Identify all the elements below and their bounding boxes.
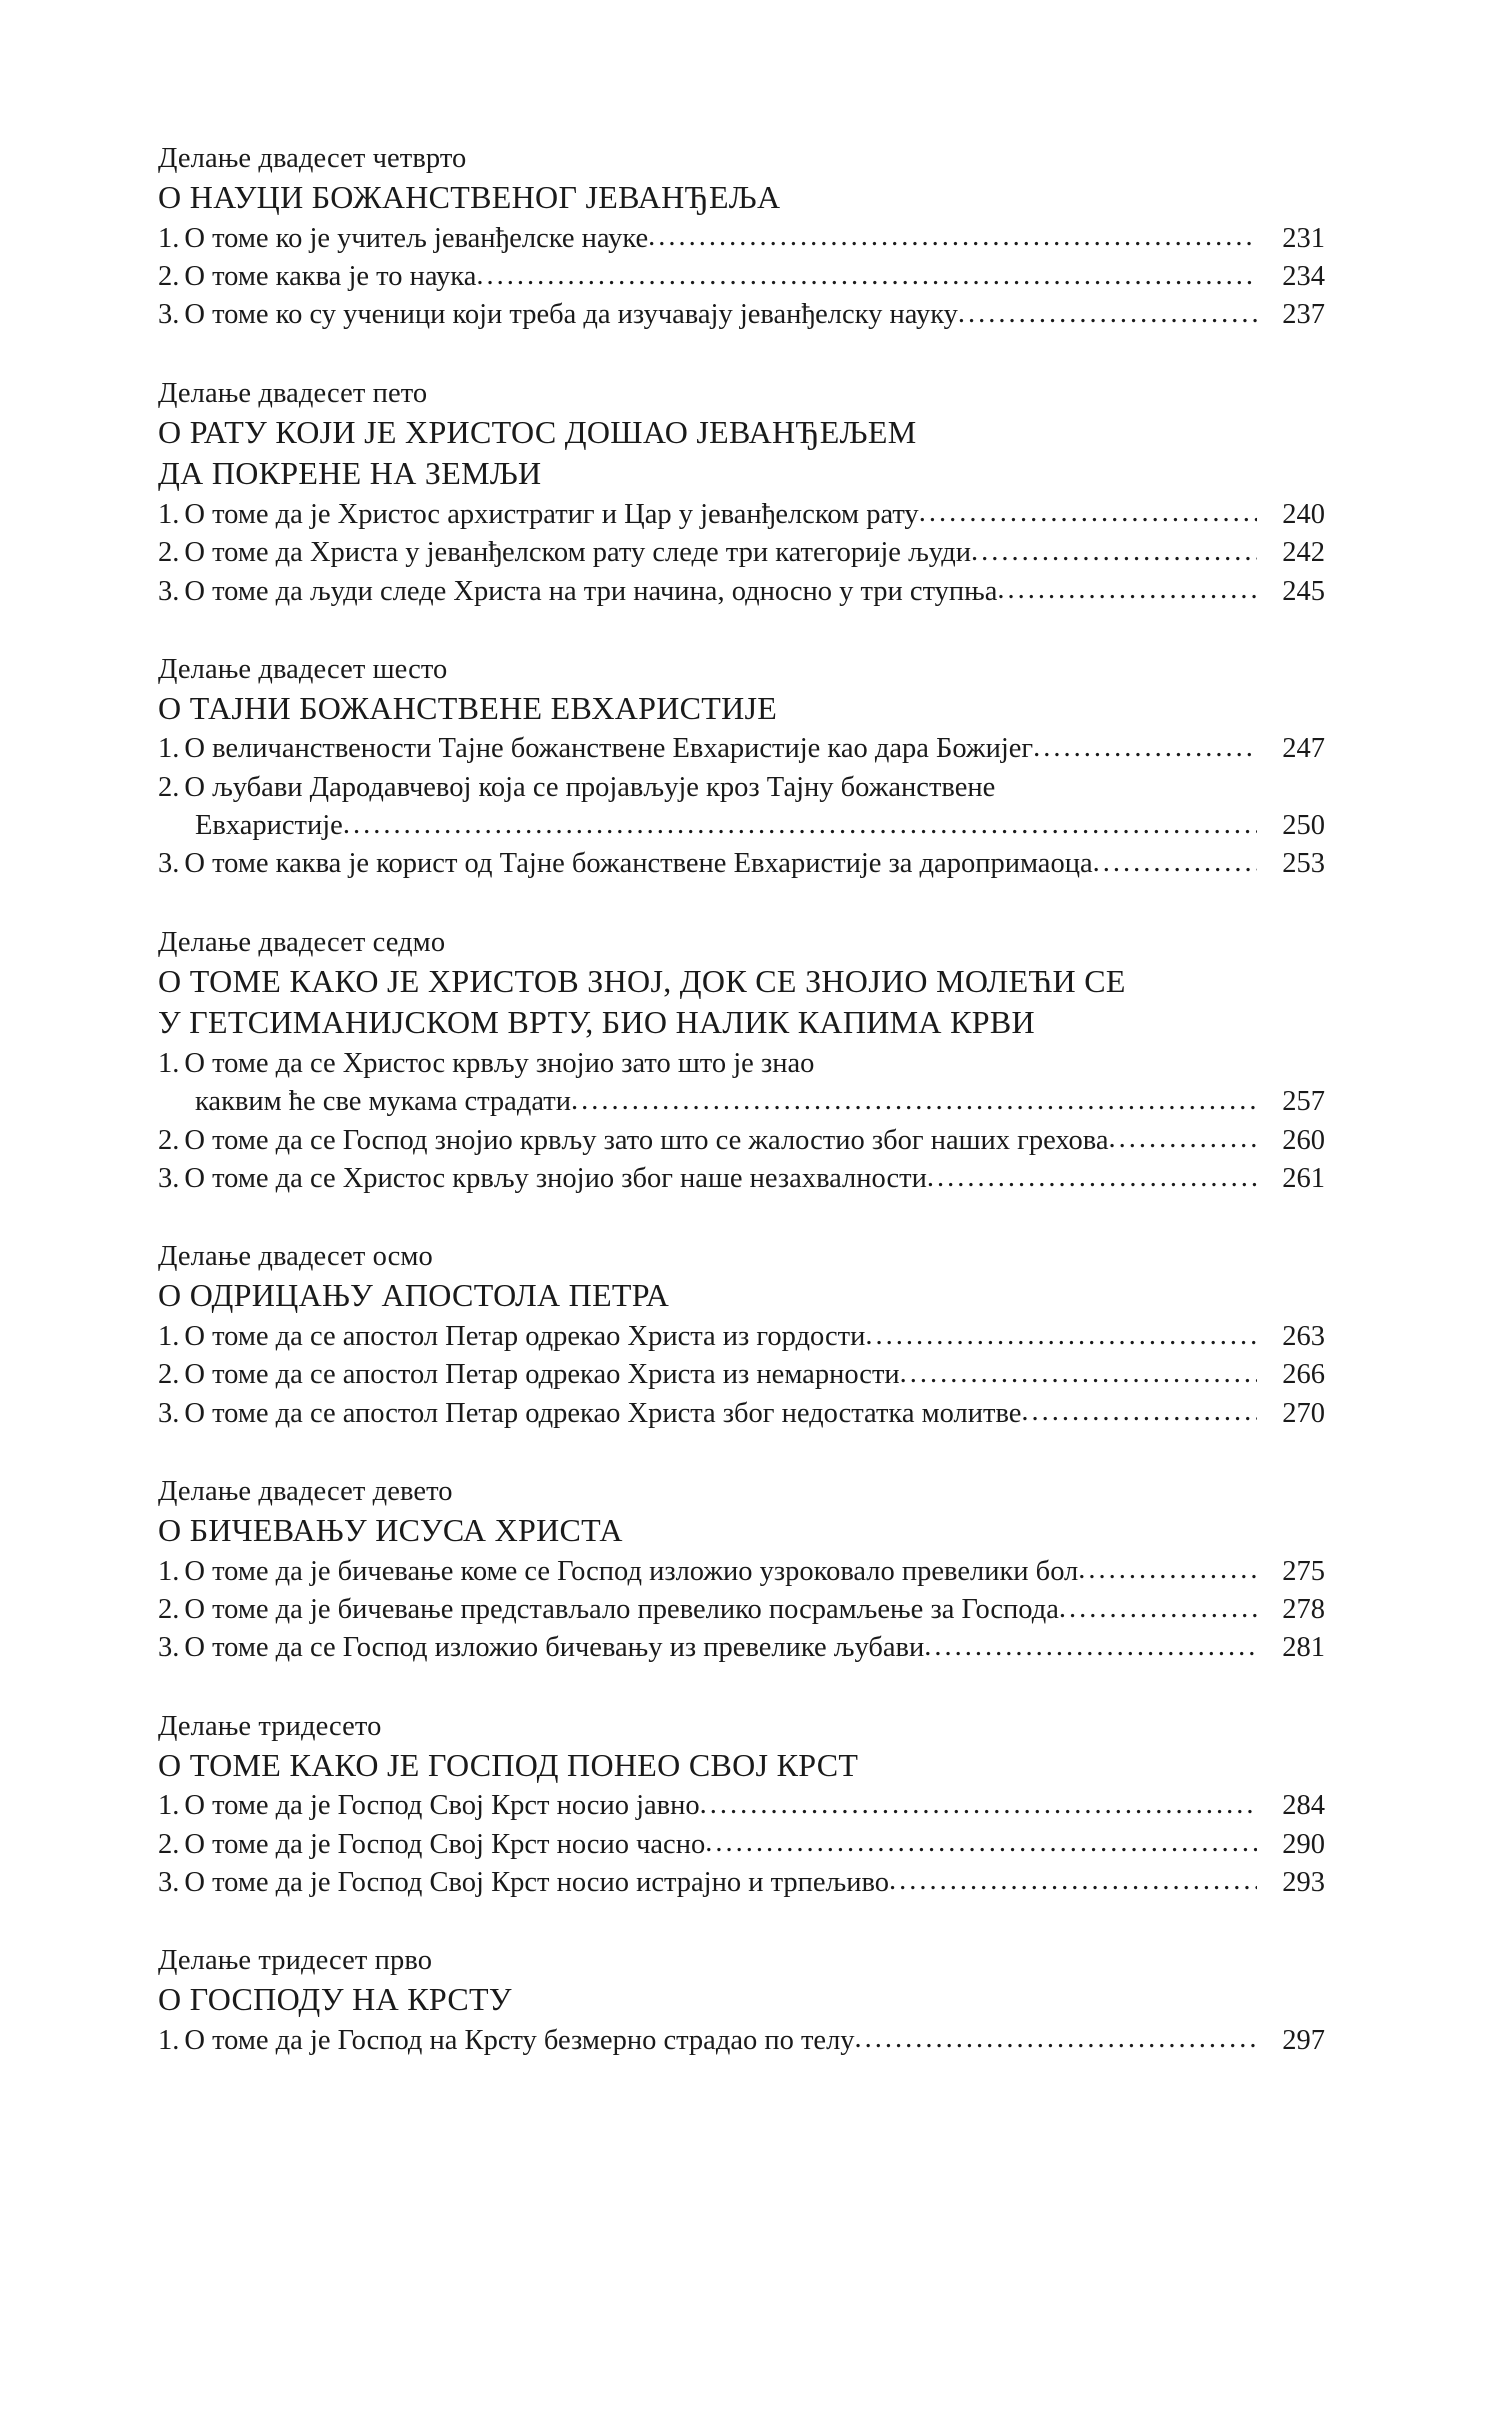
dot-leader: [648, 229, 1257, 258]
entry-title: О томе да се Господ изложио бичевању из превелике љубави: [184, 1632, 925, 1664]
entry-title: О томе да је Христос архистратиг и Цар у јеванђелском рату: [184, 498, 919, 530]
entry-body: [184, 1122, 1325, 1160]
entry-title: О томе да је бичевање представљало превелико посрамљење за Господа: [184, 1593, 1059, 1625]
table-of-contents: [158, 140, 1325, 2060]
toc-entry[interactable]: [158, 1160, 1325, 1198]
entry-page-number: 247: [1282, 733, 1325, 765]
section-title: О ТОМЕ КАКО ЈЕ ГОСПОД ПОНЕО СВОЈ КРСТ: [158, 1746, 859, 1783]
section-title: О ГОСПОДУ НА КРСТУ: [158, 1981, 512, 2018]
toc-section: [158, 1238, 1325, 1433]
section-kicker: Делање двадесет седмо: [158, 926, 446, 958]
dot-leader: [889, 1874, 1257, 1903]
toc-entry[interactable]: [158, 845, 1325, 883]
entry-number: 2.: [158, 1359, 180, 1391]
toc-entry[interactable]: [158, 769, 1325, 846]
entry-page-number: 237: [1282, 299, 1325, 331]
entry-number: 1.: [158, 1320, 180, 1352]
entry-number: 1.: [158, 733, 180, 765]
entry-page-number: 234: [1282, 260, 1325, 292]
section-title: О ТАЈНИ БОЖАНСТВЕНЕ ЕВХАРИСТИЈЕ: [158, 689, 778, 726]
section-kicker: Делање двадесет шесто: [158, 653, 448, 685]
dot-leader: [997, 582, 1257, 611]
entry-body: [184, 1629, 1325, 1667]
section-kicker: Делање тридесет прво: [158, 1945, 433, 1977]
entry-title-continued: каквим ће све мукама страдати: [195, 1086, 571, 1118]
entry-page-number: 263: [1282, 1320, 1325, 1352]
entry-page-number: 250: [1282, 810, 1325, 842]
toc-entry[interactable]: [158, 1864, 1325, 1902]
entry-page-number: 275: [1282, 1555, 1325, 1587]
entry-number: 1.: [158, 1790, 180, 1822]
entry-body: [184, 730, 1325, 768]
entry-number: 1.: [158, 498, 180, 530]
entry-page-number: 242: [1282, 537, 1325, 569]
section-title-line2: ДА ПОКРЕНЕ НА ЗЕМЉИ: [158, 455, 542, 492]
dot-leader: [900, 1366, 1257, 1395]
toc-section: [158, 924, 1325, 1199]
dot-leader: [700, 1797, 1257, 1826]
entry-page-number: 261: [1282, 1163, 1325, 1195]
entry-body: [184, 1591, 1325, 1629]
dot-leader: [1033, 740, 1257, 769]
dot-leader: [705, 1835, 1257, 1864]
toc-entry-list: [158, 1318, 1325, 1433]
entry-body: [184, 296, 1325, 334]
dot-leader: [1109, 1132, 1257, 1161]
entry-number: 2.: [158, 1593, 180, 1625]
entry-page-number: 290: [1282, 1828, 1325, 1860]
toc-section: [158, 651, 1325, 884]
dot-leader: [865, 1328, 1257, 1357]
entry-title: О томе да је Господ Свој Крст носио часно: [184, 1828, 706, 1860]
entry-body: [184, 2022, 1325, 2060]
section-kicker: Делање двадесет пето: [158, 377, 428, 409]
toc-entry[interactable]: [158, 730, 1325, 768]
entry-page-number: 270: [1282, 1397, 1325, 1429]
toc-entry[interactable]: [158, 1122, 1325, 1160]
entry-title: О томе да се Господ знојио крвљу зато што се жалостио због наших грехова: [184, 1124, 1109, 1156]
entry-number: 2.: [158, 537, 180, 569]
dot-leader: [927, 1170, 1257, 1199]
entry-body: [184, 496, 1325, 534]
toc-entry[interactable]: [158, 496, 1325, 534]
entry-number: 3.: [158, 1397, 180, 1429]
toc-entry[interactable]: [158, 2022, 1325, 2060]
entry-title: О томе да се апостол Петар одрекао Христа због недостатка молитве: [184, 1397, 1022, 1429]
entry-title: О величанствености Тајне божанствене Евхаристије као дара Божијег: [184, 733, 1034, 765]
entry-page-number: 297: [1282, 2024, 1325, 2056]
entry-title: О томе да је бичевање коме се Господ изложио узроковало превелики бол: [184, 1555, 1079, 1587]
entry-number: 2.: [158, 1828, 180, 1860]
entry-page-number: 281: [1282, 1632, 1325, 1664]
entry-body: [184, 1395, 1325, 1433]
entry-title: О томе каква је корист од Тајне божанствене Евхаристије за даропримаоца: [184, 848, 1093, 880]
entry-line-2: [158, 807, 1325, 845]
toc-entry[interactable]: [158, 220, 1325, 258]
entry-body: [184, 1356, 1325, 1394]
section-kicker: Делање двадесет осмо: [158, 1241, 433, 1273]
toc-entry[interactable]: [158, 296, 1325, 334]
dot-leader: [958, 306, 1257, 335]
entry-title: О томе да Христа у јеванђелском рату следе три категорије људи: [184, 537, 971, 569]
entry-number: 2.: [158, 771, 180, 803]
entry-body: [184, 845, 1325, 883]
toc-entry[interactable]: [158, 1591, 1325, 1629]
toc-entry[interactable]: [158, 1787, 1325, 1825]
toc-entry-list: [158, 730, 1325, 883]
entry-title: О томе да се Христос крвљу знојио зато што је знао: [184, 1048, 815, 1080]
entry-number: 3.: [158, 1866, 180, 1898]
entry-line-2: [158, 1083, 1325, 1121]
entry-title: О томе да људи следе Христа на три начина, односно у три ступња: [184, 575, 998, 607]
entry-title: О томе ко је учитељ јеванђелске науке: [184, 222, 649, 254]
entry-number: 3.: [158, 1163, 180, 1195]
entry-title: О томе да се апостол Петар одрекао Христа из гордости: [184, 1320, 866, 1352]
entry-page-number: 240: [1282, 498, 1325, 530]
toc-entry-list: [158, 1553, 1325, 1668]
section-kicker: Делање двадесет девето: [158, 1475, 453, 1507]
toc-entry[interactable]: [158, 1553, 1325, 1591]
toc-section: [158, 1473, 1325, 1668]
entry-number: 1.: [158, 1555, 180, 1587]
dot-leader: [855, 2032, 1257, 2061]
entry-body: [184, 220, 1325, 258]
toc-entry[interactable]: [158, 1395, 1325, 1433]
toc-section: [158, 1708, 1325, 1903]
entry-body: [184, 1318, 1325, 1356]
toc-entry[interactable]: [158, 258, 1325, 296]
entry-number: 1.: [158, 1048, 180, 1080]
entry-number: 2.: [158, 260, 180, 292]
entry-page-number: 293: [1282, 1866, 1325, 1898]
entry-number: 3.: [158, 1632, 180, 1664]
entry-title: О томе да је Господ Свој Крст носио јавно: [184, 1790, 700, 1822]
toc-entry[interactable]: [158, 573, 1325, 611]
entry-page-number: 260: [1282, 1124, 1325, 1156]
section-kicker: Делање тридесето: [158, 1710, 382, 1742]
entry-title-continued: Евхаристије: [195, 810, 343, 842]
toc-entry[interactable]: [158, 1318, 1325, 1356]
dot-leader: [1059, 1601, 1257, 1630]
entry-number: 3.: [158, 575, 180, 607]
entry-body: [184, 1160, 1325, 1198]
toc-entry[interactable]: [158, 1356, 1325, 1394]
toc-section: [158, 1942, 1325, 2060]
toc-entry[interactable]: [158, 1045, 1325, 1122]
dot-leader: [971, 544, 1257, 573]
section-title: О НАУЦИ БОЖАНСТВЕНОГ ЈЕВАНЂЕЉА: [158, 179, 781, 216]
entry-title: О томе ко су ученици који треба да изучавају јеванђелску науку: [184, 299, 958, 331]
toc-entry-list: [158, 1045, 1325, 1198]
entry-body: [184, 1553, 1325, 1591]
entry-number: 3.: [158, 848, 180, 880]
entry-number: 2.: [158, 1124, 180, 1156]
toc-entry[interactable]: [158, 1826, 1325, 1864]
toc-entry-list: [158, 220, 1325, 335]
entry-page-number: 257: [1282, 1086, 1325, 1118]
entry-title: О љубави Дародавчевој која се пројављује кроз Тајну божанствене: [184, 771, 996, 803]
entry-page-number: 245: [1282, 575, 1325, 607]
dot-leader: [476, 268, 1257, 297]
entry-body: [184, 534, 1325, 572]
dot-leader: [1078, 1562, 1257, 1591]
dot-leader: [1021, 1404, 1257, 1433]
entry-title: О томе да је Господ на Крсту безмерно страдао по телу: [184, 2024, 855, 2056]
entry-body: [184, 573, 1325, 611]
section-title: О ТОМЕ КАКО ЈЕ ХРИСТОВ ЗНОЈ, ДОК СЕ ЗНОЈИО МОЛЕЋИ СЕ: [158, 962, 1126, 999]
toc-section: [158, 140, 1325, 335]
entry-page-number: 253: [1282, 848, 1325, 880]
entry-body: [184, 1864, 1325, 1902]
dot-leader: [1093, 855, 1257, 884]
dot-leader: [571, 1093, 1257, 1122]
section-title-line2: У ГЕТСИМАНИЈСКОМ ВРТУ, БИО НАЛИК КАПИМА КРВИ: [158, 1004, 1035, 1041]
entry-body: [184, 258, 1325, 296]
entry-number: 1.: [158, 222, 180, 254]
dot-leader: [343, 817, 1257, 846]
toc-entry[interactable]: [158, 1629, 1325, 1667]
entry-title: О томе каква је то наука: [184, 260, 477, 292]
entry-body: [184, 1787, 1325, 1825]
entry-number: 3.: [158, 299, 180, 331]
entry-page-number: 266: [1282, 1359, 1325, 1391]
toc-entry-list: [158, 2022, 1325, 2060]
section-title: О БИЧЕВАЊУ ИСУСА ХРИСТА: [158, 1512, 623, 1549]
entry-page-number: 284: [1282, 1790, 1325, 1822]
section-kicker: Делање двадесет четврто: [158, 143, 467, 174]
entry-number: 1.: [158, 2024, 180, 2056]
entry-title: О томе да је Господ Свој Крст носио истрајно и трпељиво: [184, 1866, 890, 1898]
entry-body: [184, 1826, 1325, 1864]
toc-entry-list: [158, 1787, 1325, 1902]
entry-title: О томе да се апостол Петар одрекао Христа из немарности: [184, 1359, 900, 1391]
dot-leader: [919, 506, 1257, 535]
entry-page-number: 278: [1282, 1593, 1325, 1625]
section-title: О ОДРИЦАЊУ АПОСТОЛА ПЕТРА: [158, 1277, 670, 1314]
toc-entry-list: [158, 496, 1325, 611]
entry-page-number: 231: [1282, 222, 1325, 254]
entry-title: О томе да се Христос крвљу знојио због наше незахвалности: [184, 1163, 927, 1195]
dot-leader: [924, 1639, 1257, 1668]
toc-section: [158, 375, 1325, 611]
entry-line-1: [158, 1045, 1325, 1083]
section-title: О РАТУ КОЈИ ЈЕ ХРИСТОС ДОШАО ЈЕВАНЂЕЉЕМ: [158, 413, 917, 450]
entry-line-1: [158, 769, 1325, 807]
toc-entry[interactable]: [158, 534, 1325, 572]
